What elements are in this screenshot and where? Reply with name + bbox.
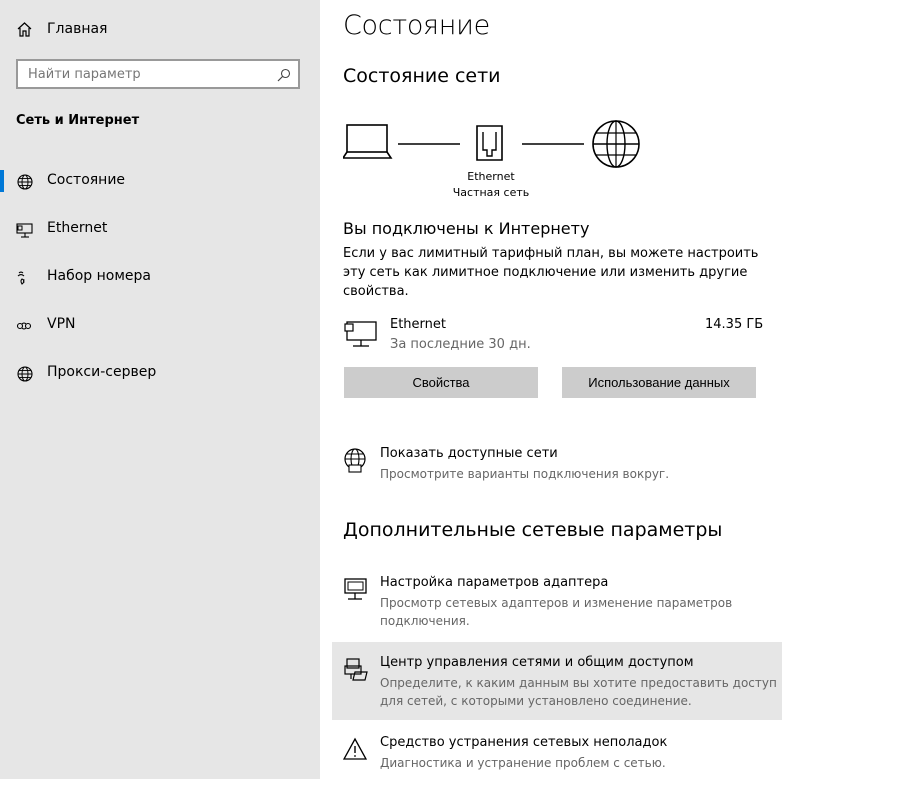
sharing-center-subtitle: Определите, к каким данным вы хотите предоставить доступ для сетей, с которыми установлено соединение. xyxy=(380,676,777,708)
page-title: Состояние xyxy=(343,10,490,41)
sharing-center-title: Центр управления сетями и общим доступом xyxy=(380,655,694,670)
adapter-data-usage: 14.35 ГБ xyxy=(705,317,764,332)
diagram-adapter-label: Ethernet xyxy=(467,170,515,183)
adapter-settings-subtitle: Просмотр сетевых адаптеров и изменение параметров подключения. xyxy=(380,596,733,628)
connection-status: Вы подключены к Интернету xyxy=(343,219,590,238)
adapter-period: За последние 30 дн. xyxy=(390,337,531,352)
home-link[interactable] xyxy=(16,18,107,40)
dialup-icon xyxy=(16,269,34,287)
globe-icon xyxy=(16,365,34,383)
sharing-center-icon xyxy=(343,657,369,683)
troubleshooter-subtitle: Диагностика и устранение проблем с сетью. xyxy=(380,756,666,770)
bottom-strip xyxy=(0,779,913,787)
adapter-name: Ethernet xyxy=(390,317,446,332)
show-networks-subtitle: Просмотрите варианты подключения вокруг. xyxy=(380,467,670,481)
show-networks-link[interactable] xyxy=(343,446,763,486)
internet-globe-icon xyxy=(593,121,639,167)
sidebar-item-dialup[interactable] xyxy=(0,257,320,297)
sidebar-item-vpn[interactable] xyxy=(0,305,320,345)
ethernet-icon xyxy=(16,221,34,239)
ethernet-port-icon xyxy=(477,126,502,160)
show-networks-title: Показать доступные сети xyxy=(380,446,558,461)
troubleshooter-link[interactable] xyxy=(343,735,763,775)
adapter-settings-title: Настройка параметров адаптера xyxy=(380,575,609,590)
laptop-icon xyxy=(343,125,391,158)
advanced-settings-heading: Дополнительные сетевые параметры xyxy=(343,519,723,541)
globe-icon xyxy=(16,173,34,191)
network-status-heading: Состояние сети xyxy=(343,65,501,87)
data-usage-button[interactable]: Использование данных xyxy=(562,367,756,398)
network-globe-icon xyxy=(343,448,367,474)
sharing-center-link[interactable] xyxy=(343,655,777,711)
connection-description: Если у вас лимитный тарифный план, вы можете настроить эту сеть как лимитное подключение или изменить другие свойства. xyxy=(343,246,759,299)
troubleshooter-title: Средство устранения сетевых неполадок xyxy=(380,735,668,750)
sidebar-item-label: Прокси-сервер xyxy=(47,364,157,380)
sidebar-item-proxy[interactable] xyxy=(0,353,320,393)
adapter-settings-link[interactable] xyxy=(343,575,763,631)
warning-icon xyxy=(343,737,367,761)
active-indicator xyxy=(0,170,4,192)
diagram-network-type: Частная сеть xyxy=(452,186,530,199)
home-icon xyxy=(16,21,33,38)
section-title: Сеть и Интернет xyxy=(16,113,140,128)
sidebar-item-label: Набор номера xyxy=(47,268,152,284)
sidebar-item-ethernet[interactable] xyxy=(0,209,320,249)
ethernet-adapter-icon xyxy=(344,319,378,349)
search-placeholder: Найти параметр xyxy=(28,67,141,82)
vpn-icon xyxy=(16,317,34,335)
sidebar-item-label: Состояние xyxy=(47,172,126,188)
properties-button[interactable]: Свойства xyxy=(344,367,538,398)
sidebar-item-status[interactable] xyxy=(0,161,320,201)
search-icon xyxy=(277,68,291,82)
search-box[interactable] xyxy=(16,59,300,89)
sidebar-item-label: Ethernet xyxy=(47,220,108,236)
home-label: Главная xyxy=(47,21,108,37)
sidebar-item-label: VPN xyxy=(47,316,76,332)
adapter-settings-icon xyxy=(343,577,369,603)
